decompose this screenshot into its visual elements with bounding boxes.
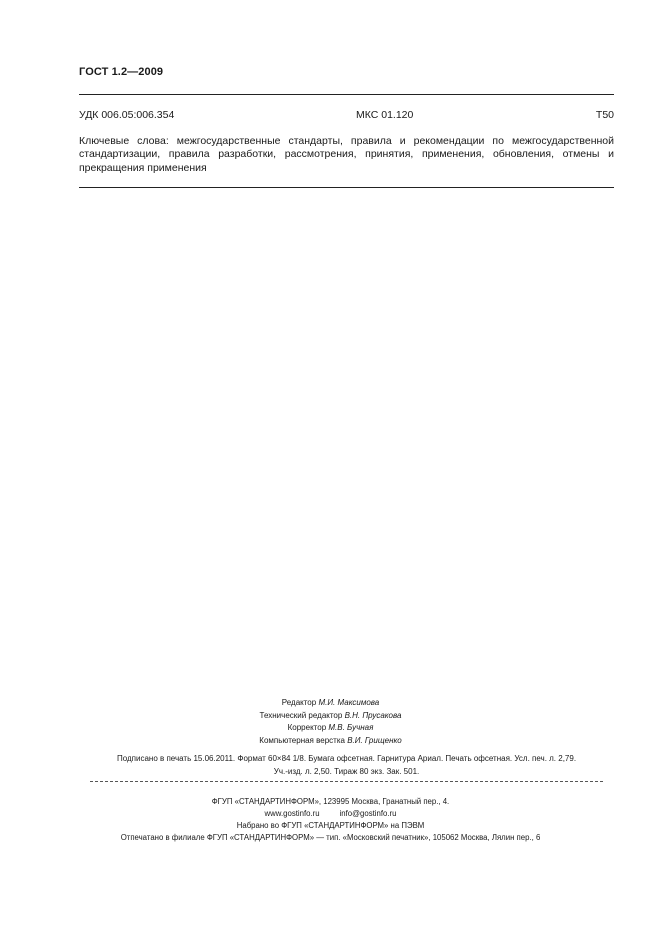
printed-note: Отпечатано в филиале ФГУП «СТАНДАРТИНФОРМ» — тип. «Московский печатник», 105062 Москва, Лялин пер., 6 <box>120 833 541 842</box>
mks-code: МКС 01.120 <box>356 109 414 121</box>
udc-code: УДК 006.05:006.354 <box>79 109 175 121</box>
credit-name: М.И. Максимова <box>318 698 380 707</box>
keywords-paragraph: Ключевые слова: межгосударственные стандарты, правила и рекомендации по межгосударственной стандартизации, правила разработки, рассмотрения, принятия, применения, обновления, отмены и прекращения применения <box>79 135 614 174</box>
standard-number: ГОСТ 1.2—2009 <box>79 66 164 78</box>
credit-name: В.Н. Прусакова <box>344 710 402 720</box>
credits-block <box>0 697 661 747</box>
typeset-note: Набрано во ФГУП «СТАНДАРТИНФОРМ» на ПЭВМ <box>236 821 425 830</box>
publisher-email: info@gostinfo.ru <box>339 809 397 818</box>
publisher-block <box>0 796 661 844</box>
publisher-website: www.gostinfo.ru <box>264 809 320 818</box>
credit-line <box>0 735 661 748</box>
credit-role: Компьютерная верстка <box>259 735 345 745</box>
credit-line <box>0 710 661 723</box>
top-rule <box>79 94 614 95</box>
credit-line <box>0 697 661 710</box>
credit-line <box>0 722 661 735</box>
credit-name: М.В. Бучная <box>328 723 374 732</box>
publisher-contacts <box>0 808 661 820</box>
print-info-line-1: Подписано в печать 15.06.2011. Формат 60×84 1/8. Бумага офсетная. Гарнитура Ариал. Печать офсетная. Усл. печ. л. 2,79. <box>116 754 577 763</box>
group-code: Т50 <box>595 109 614 121</box>
publisher-rule <box>90 781 603 782</box>
credit-role: Технический редактор <box>259 710 343 720</box>
credit-name: В.И. Грищенко <box>347 735 402 745</box>
publisher-address: ФГУП «СТАНДАРТИНФОРМ», 123995 Москва, Гранатный пер., 4. <box>211 797 450 806</box>
print-info <box>79 753 614 778</box>
keywords-rule <box>79 187 614 188</box>
print-info-line-2: Уч.-изд. л. 2,50. Тираж 80 экз. Зак. 501. <box>273 766 420 776</box>
credit-role: Корректор <box>287 723 327 732</box>
credit-role: Редактор <box>281 698 317 707</box>
